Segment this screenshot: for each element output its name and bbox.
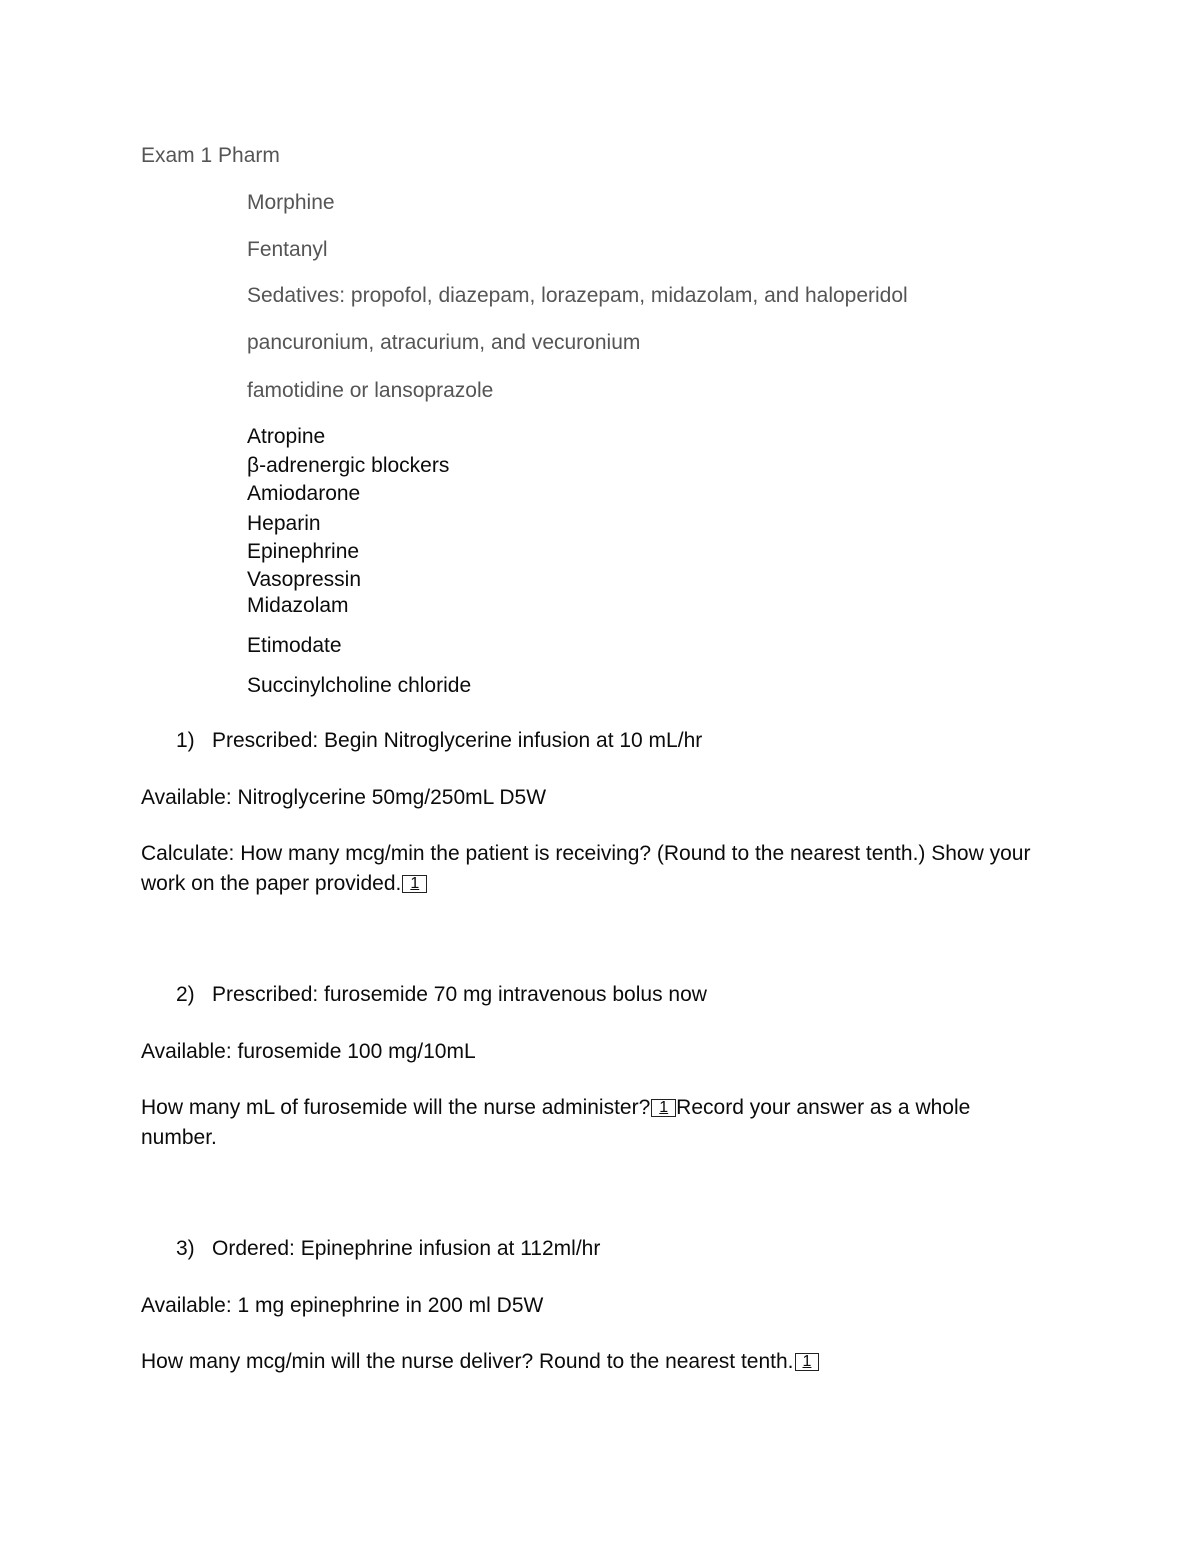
drug-item: Sedatives: propofol, diazepam, lorazepam, midazolam, and haloperidol <box>247 284 908 307</box>
task-text-part: How many mL of furosemide will the nurse administer? <box>141 1096 651 1119</box>
task-text-part: Record your answer as a whole <box>676 1096 971 1119</box>
task-text-line: How many mcg/min will the nurse deliver? Round to the nearest tenth. <box>141 1350 794 1373</box>
question-number: 2) <box>176 983 195 1006</box>
drug-item: famotidine or lansoprazole <box>247 379 494 402</box>
drug-item: Atropine <box>247 425 326 448</box>
drug-item: Succinylcholine chloride <box>247 674 472 697</box>
answer-marker: 1 <box>651 1099 676 1117</box>
drug-item: Midazolam <box>247 594 349 617</box>
drug-item: Vasopressin <box>247 568 362 591</box>
question-prompt <box>176 729 702 753</box>
document-title: Exam 1 Pharm <box>141 144 280 167</box>
drug-item: Heparin <box>247 512 321 535</box>
task-text-line: work on the paper provided. <box>141 872 402 895</box>
task-text: Calculate: How many mcg/min the patient is receiving? (Round to the nearest tenth.) Show your <box>141 842 1031 865</box>
prompt-text: Prescribed: Begin Nitroglycerine infusion at 10 mL/hr <box>212 729 703 752</box>
available-text: Available: Nitroglycerine 50mg/250mL D5W <box>141 786 547 809</box>
prompt-text: Prescribed: furosemide 70 mg intravenous bolus now <box>212 983 707 1006</box>
question-prompt <box>176 983 707 1007</box>
question-number: 3) <box>176 1237 195 1260</box>
task-text <box>141 872 427 896</box>
drug-item: pancuronium, atracurium, and vecuronium <box>247 331 641 354</box>
available-text: Available: furosemide 100 mg/10mL <box>141 1040 476 1063</box>
drug-item: Amiodarone <box>247 482 361 505</box>
prompt-text: Ordered: Epinephrine infusion at 112ml/hr <box>212 1237 601 1260</box>
drug-item: Etimodate <box>247 634 342 657</box>
answer-marker: 1 <box>795 1353 820 1371</box>
available-text: Available: 1 mg epinephrine in 200 ml D5W <box>141 1294 544 1317</box>
question-prompt <box>176 1237 600 1261</box>
drug-item: Morphine <box>247 191 335 214</box>
drug-item: β-adrenergic blockers <box>247 454 450 477</box>
answer-marker: 1 <box>402 875 427 893</box>
drug-item: Fentanyl <box>247 238 328 261</box>
task-text: number. <box>141 1126 217 1149</box>
task-text <box>141 1096 970 1120</box>
task-text <box>141 1350 819 1374</box>
drug-item: Epinephrine <box>247 540 360 563</box>
question-number: 1) <box>176 729 195 752</box>
